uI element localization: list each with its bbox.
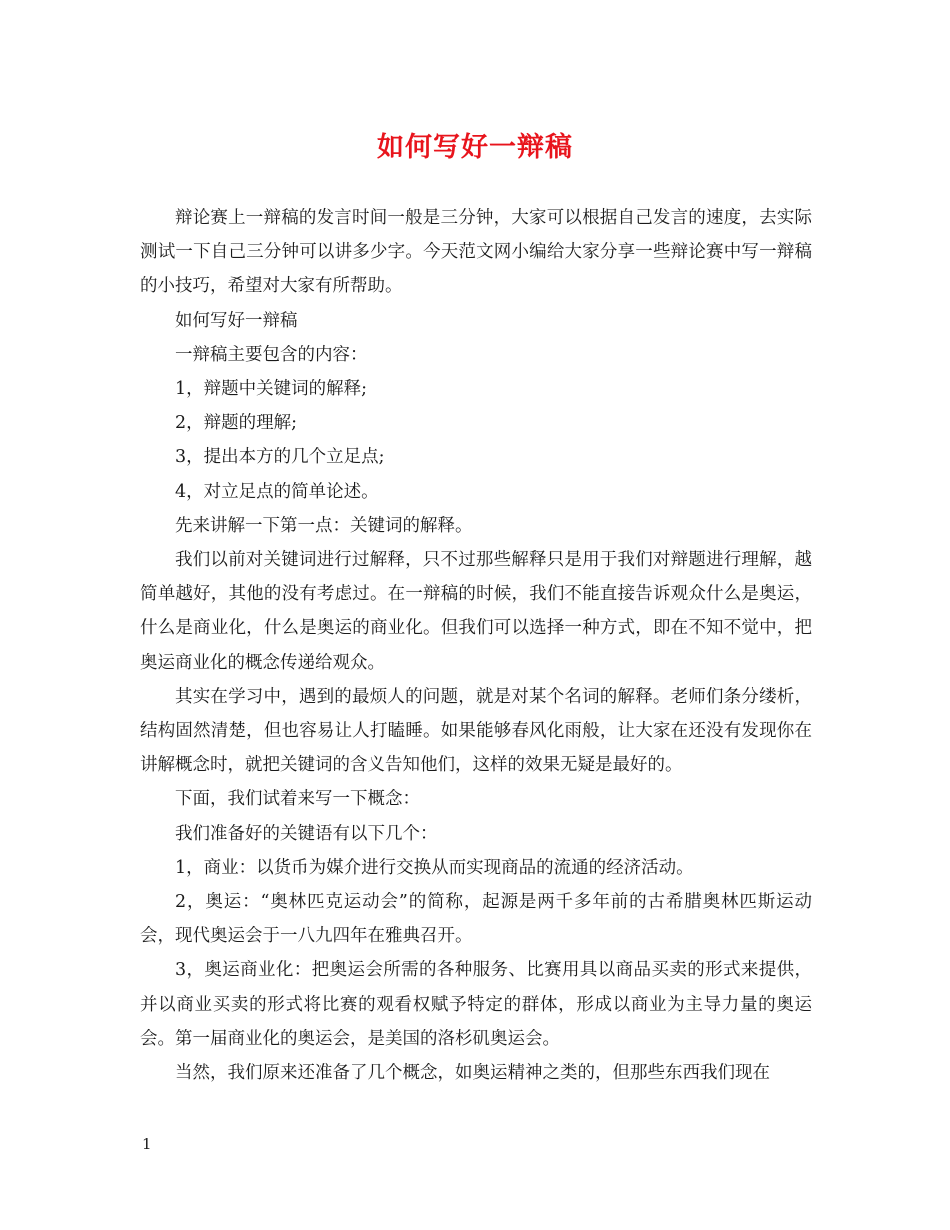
list-item: 4，对立足点的简单论述。	[175, 481, 379, 502]
paragraph: 我们以前对关键词进行过解释，只不过那些解释只是用于我们对辩题进行理解，越简单越好，其他的没有考虑过。在一辩稿的时候，我们不能直接告诉观众什么是奥运，什么是商业化，什么是奥运的商业化。但我们可以选择一种方式，即在不知不觉中，把奥运商业化的概念传递给观众。	[140, 550, 812, 673]
list-item: 2，辩题的理解;	[175, 413, 298, 434]
definition-item: 1，商业：以货币为媒介进行交换从而实现商品的流通的经济活动。	[175, 857, 694, 878]
document-body	[140, 201, 812, 1090]
paragraph-contents-heading: 一辩稿主要包含的内容：	[175, 344, 368, 365]
document-title: 如何写好一辩稿	[377, 132, 573, 163]
paragraph-subtitle: 如何写好一辩稿	[175, 310, 298, 331]
list-item: 1，辩题中关键词的解释;	[175, 379, 368, 400]
paragraph: 我们准备好的关键语有以下几个：	[175, 823, 438, 844]
list-item: 3，提出本方的几个立足点;	[175, 447, 385, 468]
paragraph: 下面，我们试着来写一下概念：	[175, 789, 420, 810]
definition-item: 3，奥运商业化：把奥运会所需的各种服务、比赛用具以商品买卖的形式来提供，并以商业买卖的形式将比赛的观看权赋予特定的群体，形成以商业为主导力量的奥运会。第一届商业化的奥运会，是美国的洛杉矶奥运会。	[140, 960, 812, 1049]
definition-item: 2，奥运：“奥林匹克运动会”的简称，起源是两千多年前的古希腊奥林匹斯运动会，现代奥运会于一八九四年在雅典召开。	[140, 892, 812, 947]
paragraph: 其实在学习中，遇到的最烦人的问题，就是对某个名词的解释。老师们条分缕析，结构固然清楚，但也容易让人打瞌睡。如果能够春风化雨般，让大家在还没有发现你在讲解概念时，就把关键词的含义告知他们，这样的效果无疑是最好的。	[140, 686, 812, 776]
paragraph-intro: 辩论赛上一辩稿的发言时间一般是三分钟，大家可以根据自己发言的速度，去实际测试一下自己三分钟可以讲多少字。今天范文网小编给大家分享一些辩论赛中写一辩稿的小技巧，希望对大家有所帮助。	[140, 208, 812, 297]
paragraph: 当然，我们原来还准备了几个概念，如奥运精神之类的，但那些东西我们现在	[175, 1063, 770, 1084]
page-number: 1	[142, 1135, 152, 1153]
paragraph-first-point: 先来讲解一下第一点：关键词的解释。	[175, 515, 473, 536]
